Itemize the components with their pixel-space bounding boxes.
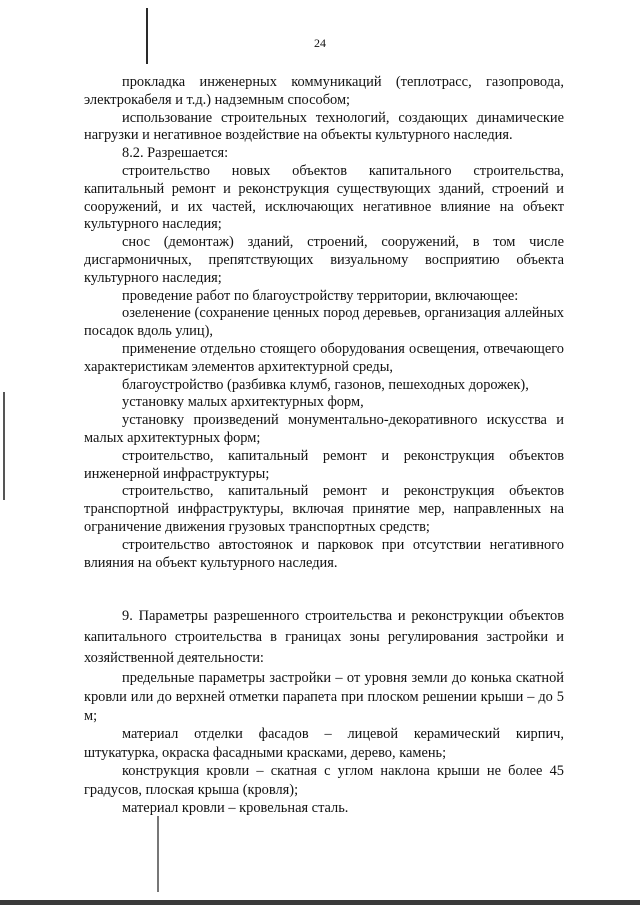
- section-subheading: 8.2. Разрешается:: [122, 145, 229, 162]
- paragraph: озеленение (сохранение ценных пород деревьев, организация аллейных посадок вдоль улиц),: [84, 305, 564, 340]
- paragraph: строительство автостоянок и парковок при отсутствии негативного влияния на объект культурного наследия.: [84, 536, 564, 571]
- paragraph: установку произведений монументально-декоративного искусства и малых архитектурных форм;: [84, 412, 564, 446]
- section-9-item: предельные параметры застройки – от уровня земли до конька скатной кровли или до верхней отметки парапета при плоском решении крыши – до 5 м;: [84, 670, 564, 724]
- scan-artifact-left-margin: [3, 392, 5, 500]
- paragraph: строительство, капитальный ремонт и реконструкция объектов транспортной инфраструктуры, включая принятие мер, направленных на ограничение движения грузовых транспортных средств;: [84, 483, 564, 535]
- scan-artifact-bottom: [157, 816, 159, 892]
- section-9-heading: 9. Параметры разрешенного строительства и реконструкции объектов капитального строительства в границах зоны регулирования застройки и хозяйственной деятельности:: [84, 608, 564, 667]
- section-9-item: материал кровли – кровельная сталь.: [122, 800, 349, 817]
- paragraph: применение отдельно стоящего оборудования освещения, отвечающего характеристикам элементов архитектурной среды,: [84, 340, 564, 375]
- paragraph: строительство новых объектов капитального строительства, капитальный ремонт и реконструкция существующих зданий, строений и сооружений, и их частей, исключающих негативное влияние на объект культурного наследия;: [84, 162, 564, 233]
- section-9-item: конструкция кровли – скатная с углом наклона крыши не более 45 градусов, плоская крыша (кровля);: [84, 763, 564, 798]
- paragraph: установку малых архитектурных форм,: [122, 394, 364, 411]
- paragraph: использование строительных технологий, создающих динамические нагрузки и негативное воздействие на объекты культурного наследия.: [84, 109, 564, 144]
- paragraph: благоустройство (разбивка клумб, газонов, пешеходных дорожек),: [122, 376, 529, 393]
- document-body: [84, 74, 564, 818]
- section-9-item: материал отделки фасадов – лицевой керамический кирпич, штукатурка, окраска фасадными красками, дерево, камень;: [84, 726, 564, 761]
- paragraph: проведение работ по благоустройству территории, включающее:: [122, 287, 519, 304]
- page-number: 24: [314, 36, 326, 50]
- paragraph: прокладка инженерных коммуникаций (теплотрасс, газопровода, электрокабеля и т.д.) надземным способом;: [84, 74, 564, 108]
- paragraph: строительство, капитальный ремонт и реконструкция объектов инженерной инфраструктуры;: [84, 447, 564, 482]
- paragraph: снос (демонтаж) зданий, строений, сооружений, в том числе дисгармоничных, препятствующих визуальному восприятию объекта культурного наследия;: [84, 234, 564, 286]
- scan-artifact-bottom-edge: [0, 900, 640, 905]
